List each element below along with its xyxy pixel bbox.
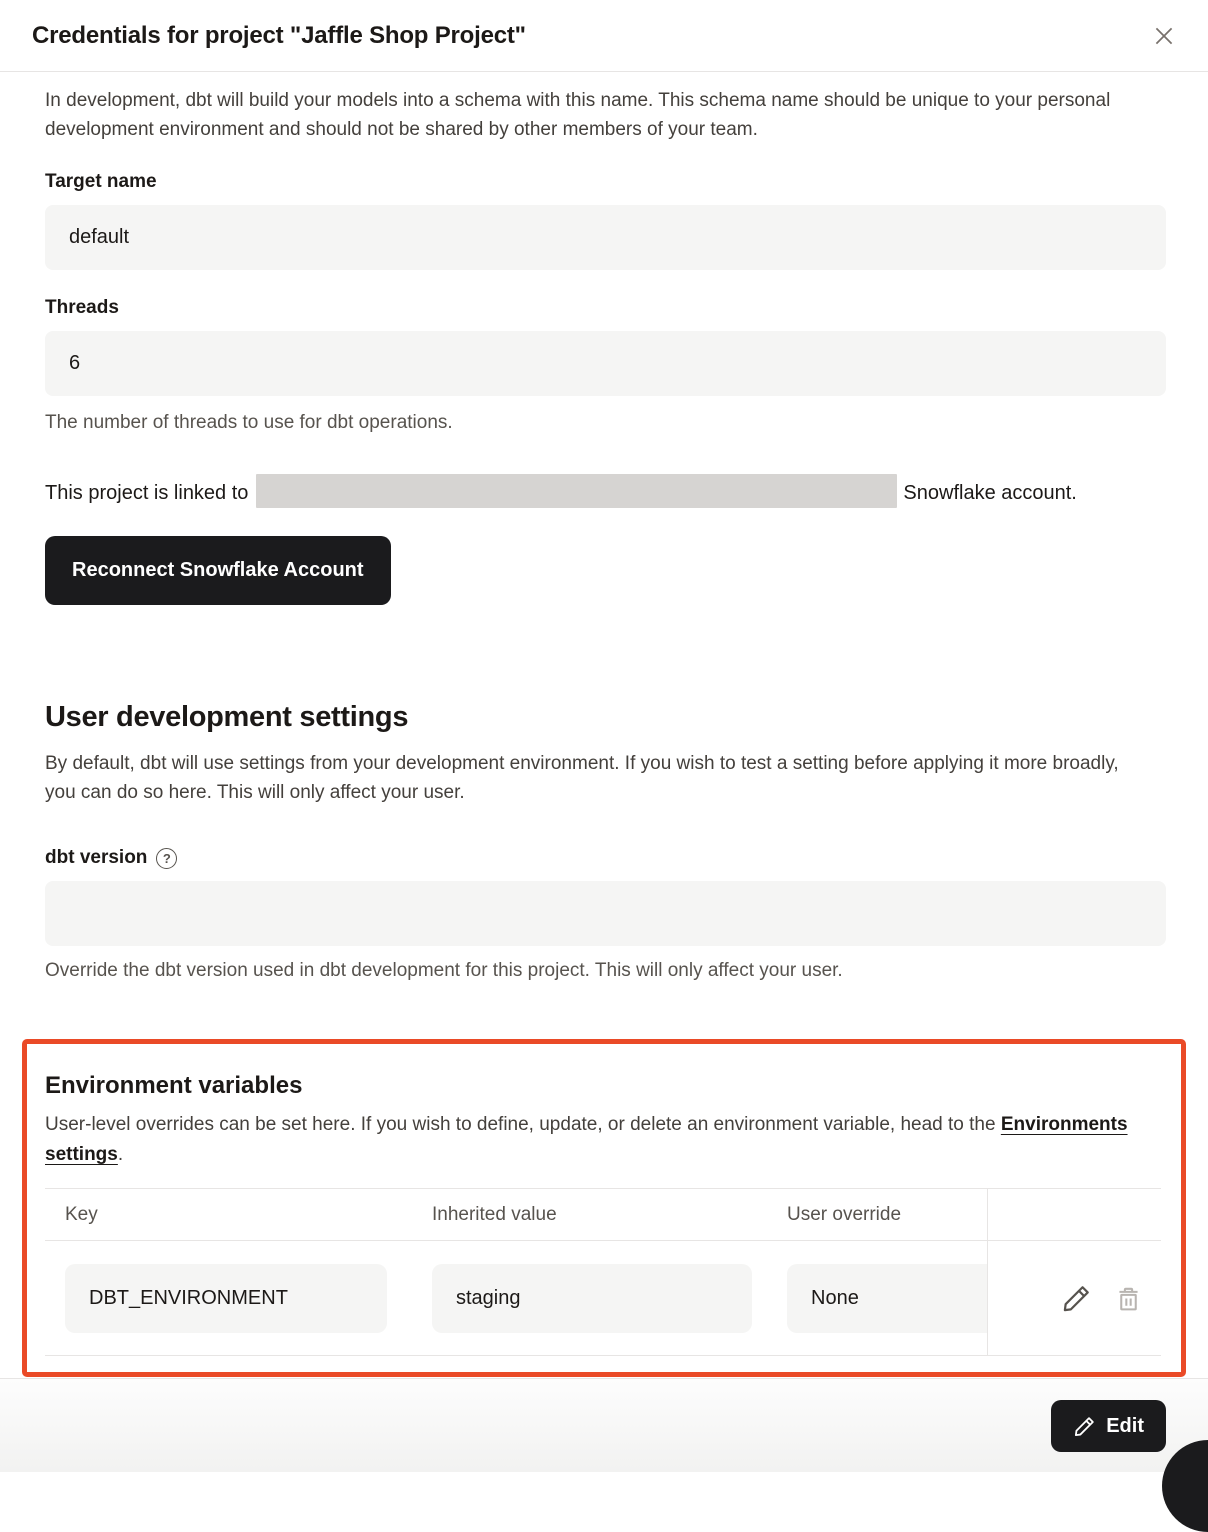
threads-help-text: The number of threads to use for dbt operations. [45,412,453,433]
linked-text-before: This project is linked to [45,482,249,504]
table-row-key-cell [45,1241,412,1356]
column-header-key: Key [45,1189,412,1241]
env-var-key-value: DBT_ENVIRONMENT [65,1264,387,1333]
column-header-inherited-value: Inherited value [412,1189,767,1241]
linked-text-after: Snowflake account. [903,482,1077,504]
edit-pencil-icon [1073,1415,1096,1438]
edit-button[interactable] [1051,1400,1166,1452]
environment-variables-table [45,1188,1161,1356]
dbt-version-help-text: Override the dbt version used in dbt development for this project. This will only affect your user. [45,960,843,981]
help-icon[interactable]: ? [156,848,177,869]
target-name-input[interactable] [45,205,1166,270]
close-button[interactable] [1150,22,1178,50]
dbt-version-input[interactable] [45,881,1166,946]
threads-input[interactable] [45,331,1166,396]
pencil-icon [1061,1283,1092,1314]
env-desc-after-link: . [117,1144,124,1165]
modal-title: Credentials for project "Jaffle Shop Project" [32,21,526,49]
environment-variables-heading: Environment variables [45,1072,303,1099]
column-header-user-override: User override [767,1189,987,1241]
environment-variables-highlight-box [22,1039,1186,1377]
table-row-actions-cell [987,1241,1161,1356]
trash-icon [1114,1283,1143,1314]
edit-button-label: Edit [1106,1414,1144,1437]
user-dev-settings-heading: User development settings [45,701,409,733]
dbt-version-label-row [45,847,1166,869]
modal-body [0,86,1208,1377]
column-header-actions [987,1189,1161,1241]
environment-variables-description [45,1110,1155,1170]
delete-variable-button[interactable] [1114,1283,1143,1314]
target-name-label: Target name [45,171,157,192]
reconnect-snowflake-button[interactable] [45,536,391,605]
table-row-override-cell [767,1241,987,1356]
close-icon [1151,23,1177,49]
threads-label: Threads [45,297,119,318]
redacted-account-name [256,474,897,508]
snowflake-link-text [45,474,1165,511]
user-dev-settings-description: By default, dbt will use settings from your development environment. If you wish to test a setting before applying it more broadly, you can do so here. This will only affect your user. [45,753,1119,803]
dbt-version-label: dbt version [45,847,148,868]
env-desc-before-link: User-level overrides can be set here. If you wish to define, update, or delete an environment variable, head to the [45,1114,1001,1135]
edit-variable-button[interactable] [1061,1283,1092,1314]
schema-description: In development, dbt will build your models into a schema with this name. This schema name should be unique to your personal development environment and should not be shared by other members of your team. [45,90,1111,140]
env-var-user-override-value: None [787,1264,987,1333]
environments-settings-link[interactable]: Environments settings [45,1114,1128,1165]
modal-footer [0,1378,1208,1472]
modal-header [0,0,1208,72]
reconnect-button-label: Reconnect Snowflake Account [72,559,364,581]
env-var-inherited-value: staging [432,1264,752,1333]
table-row-inherited-cell [412,1241,767,1356]
